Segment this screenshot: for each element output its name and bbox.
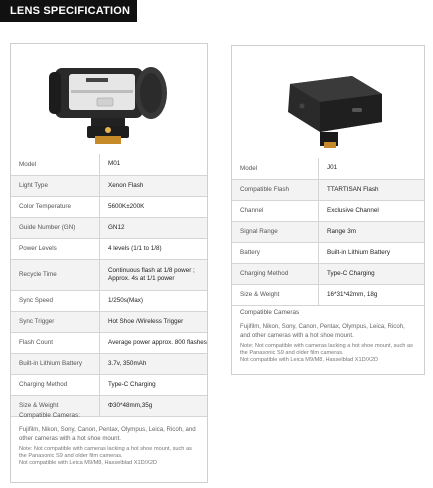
- trigger-spec-table: [232, 158, 424, 306]
- flash-illustration: [11, 44, 207, 154]
- compat-note: Note: Not compatible with cameras lacking a hot shoe mount, such as the Panasonic S9 and older film cameras.: [19, 446, 192, 459]
- flash-spec-card: [10, 43, 208, 483]
- trigger-compatibility: [232, 309, 424, 364]
- spec-row: [11, 290, 207, 311]
- spec-row: [11, 353, 207, 374]
- spec-row: [11, 238, 207, 259]
- spec-key: Light Type: [11, 175, 100, 196]
- spec-key: Channel: [232, 200, 319, 221]
- trigger-illustration: [232, 46, 424, 158]
- spec-key: Model: [11, 154, 100, 175]
- spec-value: Φ30*48mm,35g: [100, 395, 208, 416]
- spec-row: [11, 311, 207, 332]
- compat-title: Compatible Cameras:: [19, 412, 80, 419]
- spec-row: [232, 263, 424, 284]
- spec-value: Average power approx. 800 flashes: [100, 332, 208, 353]
- spec-key: Size & Weight: [232, 284, 319, 305]
- spec-value: 4 levels (1/1 to 1/8): [100, 238, 208, 259]
- spec-value: 1/250s(Max): [100, 290, 208, 311]
- trigger-product-image: [232, 46, 424, 159]
- spec-row: [11, 154, 207, 175]
- spec-value: Hot Shoe /Wireless Trigger: [100, 311, 208, 332]
- spec-key: Guide Number (GN): [11, 217, 100, 238]
- spec-value: TTARTISAN Flash: [319, 179, 425, 200]
- spec-row: [232, 200, 424, 221]
- spec-key: Recycle Time: [11, 259, 100, 290]
- compat-list: Fujifilm, Nikon, Sony, Canon, Pentax, Olympus, Leica, Ricoh, and other cameras with a hot shoe mount.: [240, 323, 405, 339]
- spec-key: Battery: [232, 242, 319, 263]
- spec-row: [232, 179, 424, 200]
- spec-value: 16*31*42mm, 18g: [319, 284, 425, 305]
- spec-value: GN12: [100, 217, 208, 238]
- spec-row: [11, 259, 207, 290]
- section-banner: LENS SPECIFICATION: [0, 0, 137, 22]
- flash-product-image: [11, 44, 207, 155]
- spec-key: Built-in Lithium Battery: [11, 353, 100, 374]
- spec-key: Size & Weight: [11, 395, 100, 416]
- spec-value: J01: [319, 158, 425, 179]
- trigger-spec-card: [231, 45, 425, 375]
- spec-row: [232, 221, 424, 242]
- spec-value: Range 3m: [319, 221, 425, 242]
- spec-key: Flash Count: [11, 332, 100, 353]
- spec-value: 3.7v, 350mAh: [100, 353, 208, 374]
- flash-compatibility: [11, 412, 207, 467]
- compat-title: Compatible Cameras: [240, 309, 300, 316]
- spec-value: Type-C Charging: [319, 263, 425, 284]
- spec-row: [232, 158, 424, 179]
- spec-key: Color Temperature: [11, 196, 100, 217]
- spec-row: [232, 242, 424, 263]
- spec-key: Compatible Flash: [232, 179, 319, 200]
- spec-key: Charging Method: [232, 263, 319, 284]
- spec-value: Built-in Lithium Battery: [319, 242, 425, 263]
- spec-row: [11, 175, 207, 196]
- spec-key: Power Levels: [11, 238, 100, 259]
- spec-row: [11, 374, 207, 395]
- compat-note: Note: Not compatible with cameras lacking a hot shoe mount, such as the Panasonic S9 and older film cameras.: [240, 343, 413, 356]
- spec-row: [11, 332, 207, 353]
- spec-value: Type-C Charging: [100, 374, 208, 395]
- spec-value: Xenon Flash: [100, 175, 208, 196]
- flash-spec-table: [11, 154, 207, 417]
- spec-row: [232, 284, 424, 305]
- compat-list: Fujifilm, Nikon, Sony, Canon, Pentax, Olympus, Leica, Ricoh, and other cameras with a hot shoe mount.: [19, 426, 196, 442]
- spec-value: M01: [100, 154, 208, 175]
- spec-key: Signal Range: [232, 221, 319, 242]
- spec-key: Model: [232, 158, 319, 179]
- spec-value: Exclusive Channel: [319, 200, 425, 221]
- spec-value: 5600K±200K: [100, 196, 208, 217]
- spec-key: Sync Speed: [11, 290, 100, 311]
- compat-note-2: Not compatible with Leica M9/M8, Hasselblad X1D/X2D: [240, 357, 379, 363]
- spec-key: Sync Trigger: [11, 311, 100, 332]
- spec-row: [11, 196, 207, 217]
- spec-key: Charging Method: [11, 374, 100, 395]
- spec-value: Continuous flash at 1/8 power ; Approx. 4s at 1/1 power: [100, 259, 208, 290]
- compat-note-2: Not compatible with Leica M9/M8, Hasselblad X1D/X2D: [19, 460, 158, 466]
- spec-row: [11, 217, 207, 238]
